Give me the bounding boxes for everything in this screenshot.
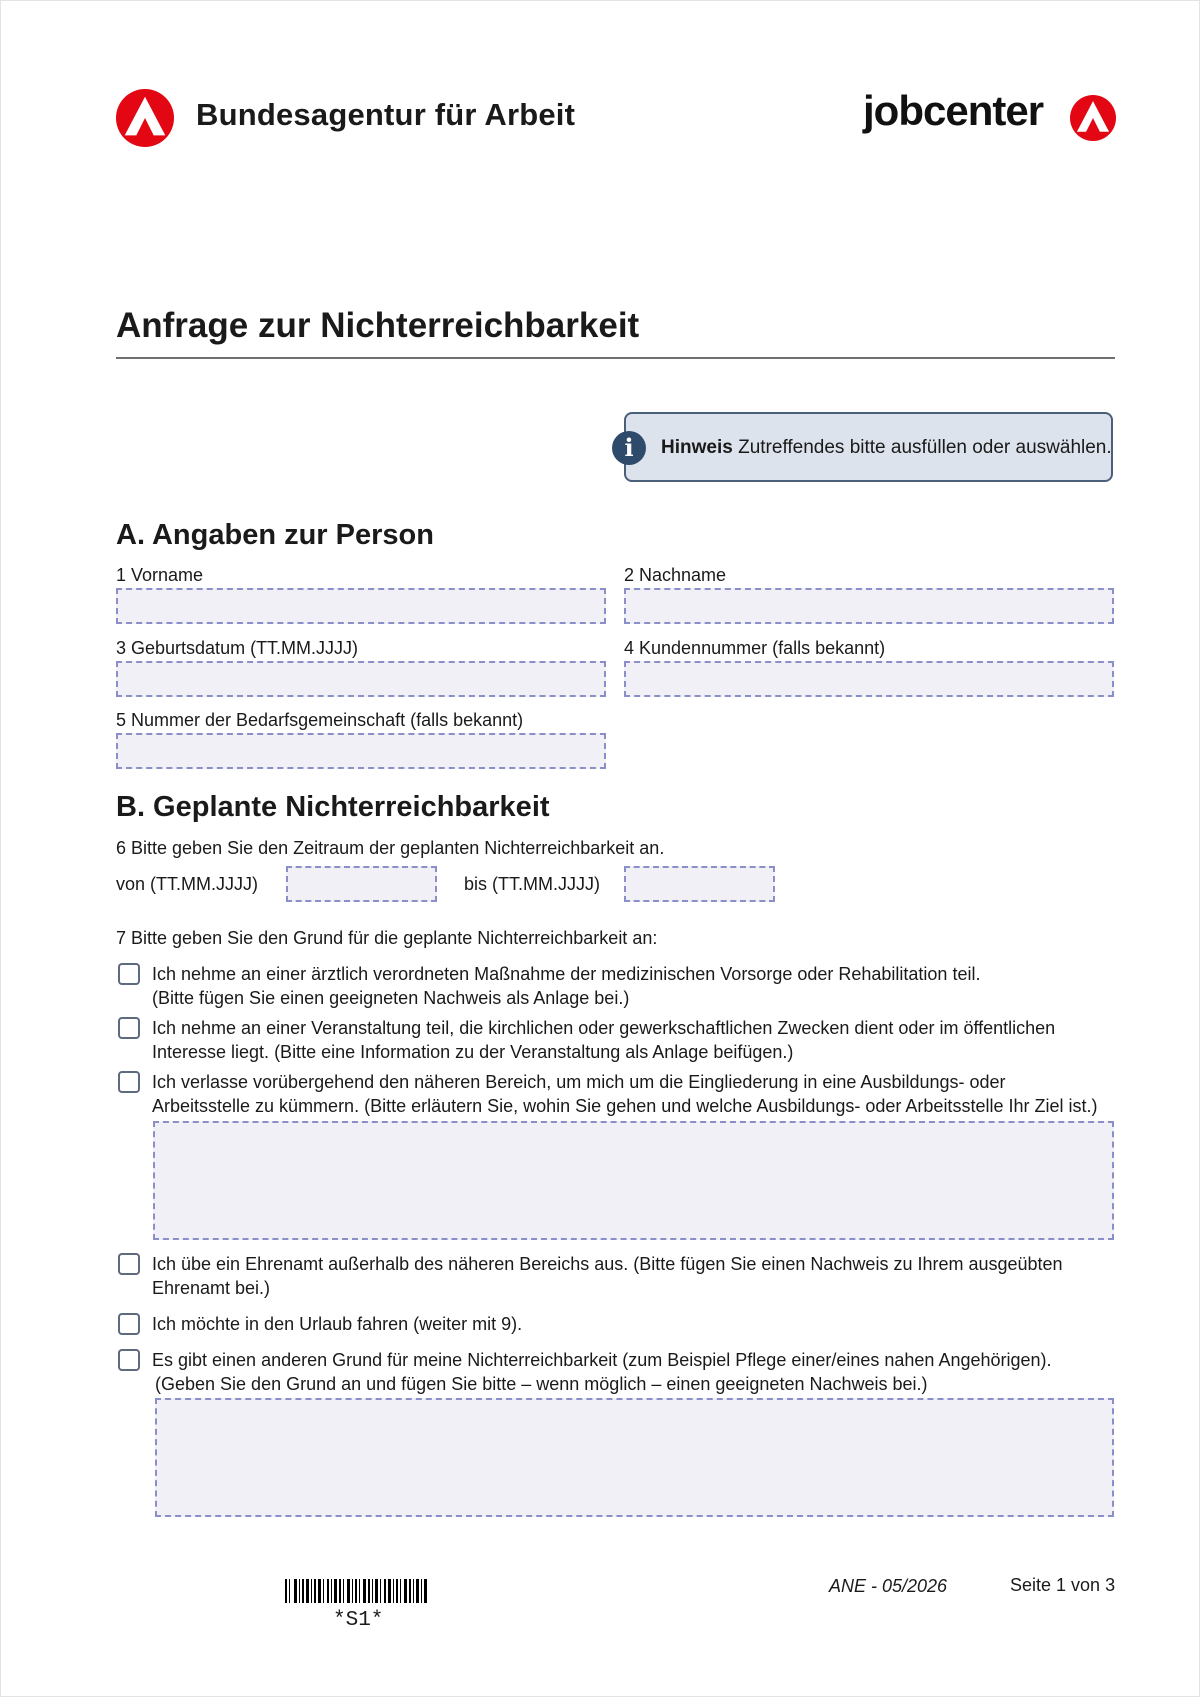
reason-other-line2: (Geben Sie den Grund an und fügen Sie bitte – wenn möglich – einen geeigneten Nachweis bei.) [155,1374,928,1394]
reason-event-checkbox[interactable] [118,1017,140,1039]
form-code: ANE - 05/2026 [829,1576,948,1596]
reason-medical-text [152,962,980,1010]
reason-job-search-checkbox[interactable] [118,1071,140,1093]
period-from-label: von (TT.MM.JJJJ) [116,874,258,894]
hint-message: Zutreffendes bitte ausfüllen oder auswählen. [738,437,1112,458]
reason-medical-line2: (Bitte fügen Sie einen geeigneten Nachweis als Anlage bei.) [152,988,630,1008]
section-b-heading: B. Geplante Nichterreichbarkeit [116,791,550,823]
reason-volunteer-line1: Ich übe ein Ehrenamt außerhalb des näheren Bereichs aus. (Bitte fügen Sie einen Nachweis zu Ihrem ausgeübten [152,1254,1063,1274]
last-name-label: 2 Nachname [624,565,727,585]
reason-question-label: 7 Bitte geben Sie den Grund für die geplante Nichterreichbarkeit an: [116,928,658,948]
reason-volunteer-line2: Ehrenamt bei.) [152,1278,271,1298]
reason-event-line2: Interesse liegt. (Bitte eine Information zu der Veranstaltung als Anlage beifügen.) [152,1042,794,1062]
customer-number-field[interactable] [624,661,1114,697]
reason-volunteer-checkbox[interactable] [118,1253,140,1275]
reason-medical-checkbox[interactable] [118,963,140,985]
reason-other-text [152,1348,1052,1396]
period-from-field[interactable] [286,866,437,902]
hint-label: Hinweis [661,437,733,458]
household-number-field[interactable] [116,733,606,769]
first-name-field[interactable] [116,588,606,624]
reason-volunteer-text [152,1252,1063,1300]
first-name-label: 1 Vorname [116,565,204,585]
agency-logo-icon [116,89,174,147]
reason-other-line1: Es gibt einen anderen Grund für meine Nichterreichbarkeit (zum Beispiel Pflege einer/eines nahen Angehörigen). [152,1350,1052,1370]
reason-vacation-checkbox[interactable] [118,1313,140,1335]
section-a-heading: A. Angaben zur Person [116,519,434,551]
household-number-label: 5 Nummer der Bedarfsgemeinschaft (falls bekannt) [116,710,524,730]
info-icon: i [612,431,646,465]
page-title: Anfrage zur Nichterreichbarkeit [116,306,640,345]
customer-number-label: 4 Kundennummer (falls bekannt) [624,638,886,658]
reason-event-text [152,1016,1055,1064]
jobcenter-logo-icon [1070,95,1116,141]
last-name-field[interactable] [624,588,1114,624]
reason-event-line1: Ich nehme an einer Veranstaltung teil, die kirchlichen oder gewerkschaftlichen Zwecken dient oder im öffentlichen [152,1018,1056,1038]
hint-text [661,437,1112,459]
reason-vacation-text [152,1312,522,1336]
birth-date-field[interactable] [116,661,606,697]
period-to-field[interactable] [624,866,775,902]
job-search-details-field[interactable] [153,1121,1114,1240]
barcode-label: *S1* [333,1609,384,1632]
reason-job-search-line2: Arbeitsstelle zu kümmern. (Bitte erläutern Sie, wohin Sie gehen und welche Ausbildungs- oder Arbeitsstelle Ihr Ziel ist.) [152,1096,1098,1116]
reason-medical-line1: Ich nehme an einer ärztlich verordneten Maßnahme der medizinischen Vorsorge oder Rehabilitation teil. [152,964,981,984]
agency-name: Bundesagentur für Arbeit [196,97,576,132]
reason-vacation-line1: Ich möchte in den Urlaub fahren (weiter mit 9). [152,1314,523,1334]
reason-job-search-line1: Ich verlasse vorübergehend den näheren Bereich, um mich um die Eingliederung in eine Ausbildungs- oder [152,1072,1006,1092]
period-to-label: bis (TT.MM.JJJJ) [464,874,600,894]
other-reason-details-field[interactable] [155,1398,1114,1517]
period-question-label: 6 Bitte geben Sie den Zeitraum der geplanten Nichterreichbarkeit an. [116,838,665,858]
reason-other-checkbox[interactable] [118,1349,140,1371]
jobcenter-name: jobcenter [863,87,1044,134]
page-number: Seite 1 von 3 [1010,1575,1116,1595]
birth-date-label: 3 Geburtsdatum (TT.MM.JJJJ) [116,638,359,658]
reason-job-search-text [152,1070,1097,1118]
title-divider [116,357,1115,359]
barcode-icon [285,1579,427,1603]
